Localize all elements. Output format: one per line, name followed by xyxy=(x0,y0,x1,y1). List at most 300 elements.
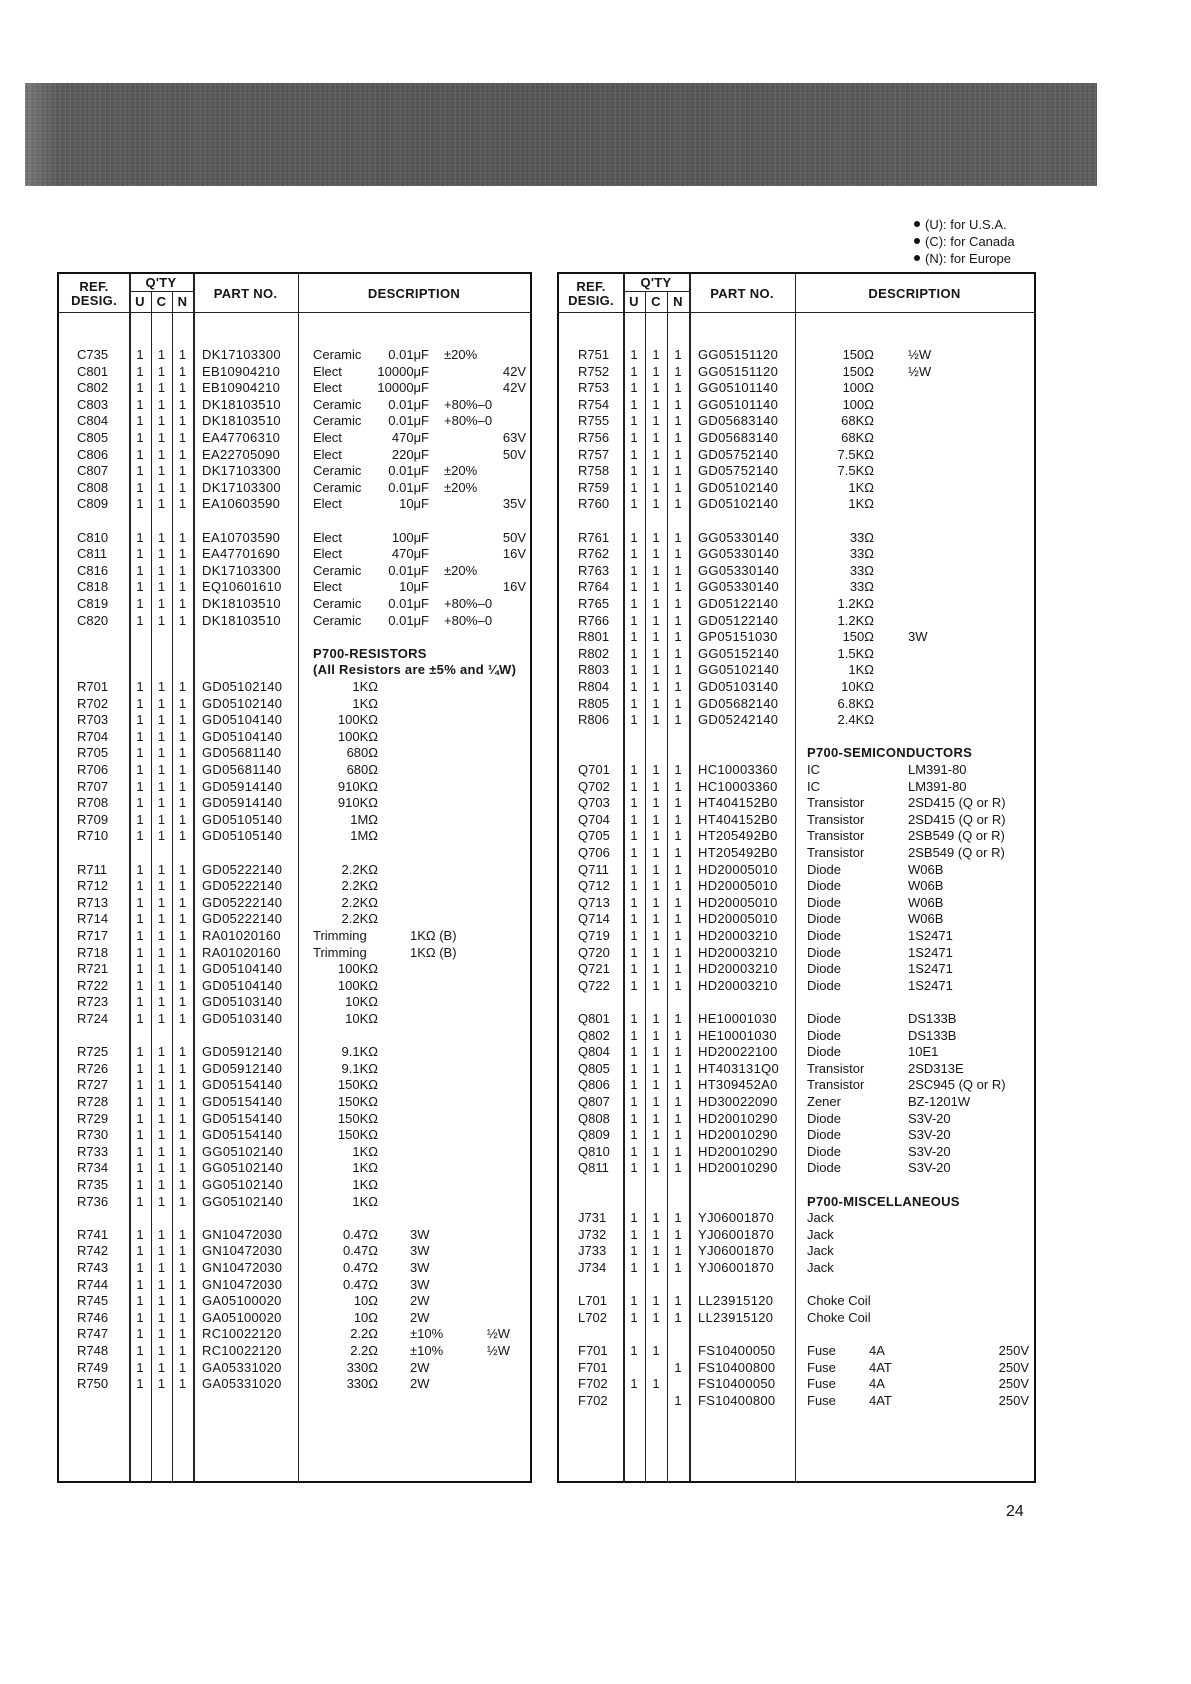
part-no: GD05104140 xyxy=(202,728,283,744)
table-row xyxy=(59,960,530,977)
qty-c: 1 xyxy=(652,546,660,562)
desc-value: 1KΩ xyxy=(352,1193,378,1209)
ref-desig: R763 xyxy=(578,562,610,578)
desc-note: W06B xyxy=(908,861,944,877)
desc-note: 1KΩ (B) xyxy=(410,944,457,960)
desc-note: +80%–0 xyxy=(444,396,493,412)
qty-c: 1 xyxy=(157,712,166,728)
part-no: EA10703590 xyxy=(202,529,281,545)
table-row xyxy=(559,977,1034,994)
qty-n: 1 xyxy=(674,778,682,794)
qty-n: 1 xyxy=(674,380,682,396)
desc-note: 3W xyxy=(410,1226,430,1242)
part-no: YJ06001870 xyxy=(698,1260,775,1275)
desc-type: Diode xyxy=(807,977,841,993)
desc-value: 1.5KΩ xyxy=(837,645,874,661)
qty-c: 1 xyxy=(157,695,166,711)
desc-value: 470μF xyxy=(391,430,429,445)
table-row xyxy=(59,1226,530,1243)
ref-desig: R703 xyxy=(77,712,109,728)
qty-u: 1 xyxy=(136,894,144,910)
qty-c: 1 xyxy=(652,1027,660,1043)
desc-value: 910KΩ xyxy=(337,795,378,811)
desc-note: 10E1 xyxy=(908,1044,939,1060)
qty-u: 1 xyxy=(630,463,638,479)
qty-n: 1 xyxy=(674,579,682,595)
qty-u: 1 xyxy=(630,596,638,611)
desc-value: 1KΩ xyxy=(352,679,378,694)
ref-desig: R766 xyxy=(578,612,610,628)
table-row xyxy=(559,1209,1034,1226)
qty-n: 1 xyxy=(674,479,682,495)
qty-n: 1 xyxy=(178,463,187,479)
table-row xyxy=(559,1027,1034,1044)
qty-n: 1 xyxy=(178,778,187,794)
table-row xyxy=(59,678,530,695)
desc-value: 0.01μF xyxy=(388,396,429,412)
table-row xyxy=(559,1143,1034,1160)
qty-c: 1 xyxy=(157,861,166,877)
qty-c: 1 xyxy=(157,928,166,943)
ref-desig: R759 xyxy=(578,479,610,495)
part-no: GG05102140 xyxy=(202,1177,284,1192)
desc-value: 1KΩ xyxy=(848,662,874,678)
qty-u: 1 xyxy=(136,778,144,794)
qty-u: 1 xyxy=(630,762,638,777)
qty-c: 1 xyxy=(157,380,166,396)
desc-note: 1S2471 xyxy=(908,944,953,960)
part-no: GD05102140 xyxy=(698,496,779,512)
table-row xyxy=(59,446,530,463)
desc-type: Ceramic xyxy=(313,562,362,578)
qty-u: 1 xyxy=(630,529,638,545)
desc-type: Jack xyxy=(807,1226,834,1242)
qty-u: 1 xyxy=(136,496,144,512)
qty-n: 1 xyxy=(674,1392,682,1408)
qty-n: 1 xyxy=(178,961,187,977)
part-no: GN10472030 xyxy=(202,1260,283,1275)
qty-n: 1 xyxy=(674,1094,682,1109)
qty-c: 1 xyxy=(652,977,660,993)
qty-n: 1 xyxy=(178,380,187,396)
part-no: DK18103510 xyxy=(202,612,281,628)
desc-type: Transistor xyxy=(807,845,865,860)
qty-divider xyxy=(623,291,689,292)
ref-desig: R746 xyxy=(77,1309,109,1325)
table-row xyxy=(559,1375,1034,1392)
qty-u: 1 xyxy=(630,1077,638,1093)
qty-c: 1 xyxy=(157,728,166,744)
ref-desig: Q809 xyxy=(578,1127,610,1143)
desc-note: W06B xyxy=(908,911,944,927)
qty-u: 1 xyxy=(630,363,638,379)
desc-note: 2W xyxy=(410,1376,430,1392)
qty-n: 1 xyxy=(674,1060,682,1076)
part-no: GD05681140 xyxy=(202,762,282,777)
qty-n: 1 xyxy=(674,430,682,445)
ref-desig: R711 xyxy=(77,861,108,877)
qty-c: 1 xyxy=(157,612,166,628)
header-ref-line1: REF. xyxy=(576,279,606,294)
qty-c: 1 xyxy=(157,579,166,595)
part-no: HD20005010 xyxy=(698,861,778,877)
table-row xyxy=(559,960,1034,977)
qty-n: 1 xyxy=(178,695,187,711)
desc-value: 10μF xyxy=(399,496,429,512)
desc-value: 1KΩ xyxy=(352,1177,378,1192)
qty-c: 1 xyxy=(157,347,166,362)
qty-c: 1 xyxy=(157,1077,166,1093)
qty-u: 1 xyxy=(630,1210,638,1226)
desc-value: 150Ω xyxy=(842,629,874,645)
qty-u: 1 xyxy=(136,1293,144,1309)
qty-u: 1 xyxy=(136,1193,144,1209)
qty-n: 1 xyxy=(178,347,187,362)
part-no: GD05122140 xyxy=(698,612,779,628)
table-row xyxy=(59,944,530,961)
qty-n: 1 xyxy=(674,712,682,728)
page-number: 24 xyxy=(1006,1503,1024,1520)
qty-n: 1 xyxy=(178,928,187,943)
table-row xyxy=(59,1093,530,1110)
desc-note: ½W xyxy=(908,363,932,379)
part-no: GA05100020 xyxy=(202,1293,282,1309)
ref-desig: R803 xyxy=(578,662,610,678)
desc-type: Elect xyxy=(313,496,342,512)
ref-desig: R744 xyxy=(77,1276,109,1292)
header-divider xyxy=(559,312,1034,313)
table-row xyxy=(559,1193,1034,1210)
qty-u: 1 xyxy=(630,1127,638,1143)
desc-type: Diode xyxy=(807,1160,841,1176)
table-row xyxy=(59,628,530,645)
ref-desig: Q701 xyxy=(578,762,610,777)
desc-value: 68KΩ xyxy=(841,430,874,445)
qty-c: 1 xyxy=(157,562,166,578)
qty-u: 1 xyxy=(630,928,638,943)
qty-u: 1 xyxy=(630,562,638,578)
ref-desig: Q713 xyxy=(578,894,610,910)
desc-type: Choke Coil xyxy=(807,1309,871,1325)
ref-desig: R804 xyxy=(578,679,610,694)
desc-value: 4AT xyxy=(869,1359,892,1375)
header-ref-line2: DESIG. xyxy=(568,293,614,308)
ref-desig: R723 xyxy=(77,994,109,1010)
qty-u: 1 xyxy=(136,1011,144,1026)
qty-n: 1 xyxy=(178,762,187,777)
table-row xyxy=(559,1226,1034,1243)
ref-desig: C818 xyxy=(77,579,109,595)
part-no: GD05683140 xyxy=(698,413,779,429)
part-no: GD05102140 xyxy=(202,695,283,711)
qty-n: 1 xyxy=(178,811,187,827)
desc-value: 2.2KΩ xyxy=(341,861,378,877)
desc-note: W06B xyxy=(908,878,944,894)
qty-n: 1 xyxy=(178,413,187,429)
ref-desig: C807 xyxy=(77,463,109,479)
qty-n: 1 xyxy=(674,762,682,777)
desc-rating: 16V xyxy=(502,579,526,595)
ref-desig: R725 xyxy=(77,1044,109,1060)
part-no: GD05752140 xyxy=(698,463,779,479)
table-row xyxy=(559,1359,1034,1376)
ref-desig: C820 xyxy=(77,612,109,628)
qty-c: 1 xyxy=(157,1143,166,1159)
part-no: LL23915120 xyxy=(698,1293,774,1309)
legend-text: (N): for Europe xyxy=(925,251,1011,266)
qty-n: 1 xyxy=(674,1210,682,1226)
part-no: GD05102140 xyxy=(202,679,283,694)
part-no: GG05101140 xyxy=(698,380,779,396)
qty-n: 1 xyxy=(178,1011,187,1026)
qty-c: 1 xyxy=(157,1060,166,1076)
part-no: HT309452A0 xyxy=(698,1077,778,1093)
qty-n: 1 xyxy=(178,712,187,728)
qty-n: 1 xyxy=(178,1293,187,1309)
qty-c: 1 xyxy=(652,944,660,960)
table-row xyxy=(559,1259,1034,1276)
part-no: GN10472030 xyxy=(202,1276,283,1292)
table-row xyxy=(559,1325,1034,1342)
qty-c: 1 xyxy=(652,496,660,512)
qty-u: 1 xyxy=(630,878,638,894)
ref-desig: J733 xyxy=(578,1243,607,1259)
qty-n: 1 xyxy=(674,546,682,562)
qty-c: 1 xyxy=(652,1376,660,1392)
table-row xyxy=(559,944,1034,961)
qty-n: 1 xyxy=(674,1011,682,1026)
desc-note: 2W xyxy=(410,1293,430,1309)
qty-n: 1 xyxy=(178,1309,187,1325)
desc-value: 150KΩ xyxy=(337,1077,378,1093)
desc-rating: ½W xyxy=(486,1326,510,1342)
header-u: U xyxy=(629,294,639,309)
qty-u: 1 xyxy=(136,828,144,844)
table-row xyxy=(559,545,1034,562)
qty-c: 1 xyxy=(652,894,660,910)
table-row xyxy=(559,744,1034,761)
qty-c: 1 xyxy=(652,679,660,694)
qty-u: 1 xyxy=(136,579,144,595)
qty-n: 1 xyxy=(178,1077,187,1093)
desc-note: ±10% xyxy=(410,1326,444,1342)
ref-desig: R733 xyxy=(77,1143,109,1159)
part-no: HD20005010 xyxy=(698,911,778,927)
qty-u: 1 xyxy=(136,1127,144,1143)
part-no: GD05912140 xyxy=(202,1060,283,1076)
qty-c: 1 xyxy=(157,1011,166,1026)
qty-c: 1 xyxy=(652,645,660,661)
desc-value: 0.01μF xyxy=(388,479,429,495)
header-part-no: PART NO. xyxy=(710,286,774,301)
qty-u: 1 xyxy=(136,347,144,362)
desc-type: Elect xyxy=(313,579,342,595)
desc-value: 4AT xyxy=(869,1392,892,1408)
desc-type: Ceramic xyxy=(313,347,362,362)
part-no: HT404152B0 xyxy=(698,811,778,827)
table-row xyxy=(559,794,1034,811)
ref-desig: Q703 xyxy=(578,795,610,811)
ref-desig: R741 xyxy=(77,1226,109,1242)
qty-u: 1 xyxy=(630,1226,638,1242)
desc-note: W06B xyxy=(908,894,944,910)
ref-desig: F701 xyxy=(578,1359,608,1375)
qty-c: 1 xyxy=(157,363,166,379)
qty-u: 1 xyxy=(136,596,144,611)
qty-u: 1 xyxy=(630,662,638,678)
table-row xyxy=(559,429,1034,446)
qty-u: 1 xyxy=(630,612,638,628)
table-row xyxy=(59,1027,530,1044)
qty-u: 1 xyxy=(136,911,144,927)
desc-value: 100Ω xyxy=(842,380,874,396)
ref-desig: R743 xyxy=(77,1260,109,1275)
qty-n: 1 xyxy=(674,911,682,927)
table-row xyxy=(59,761,530,778)
desc-type: Diode xyxy=(807,928,841,943)
table-row xyxy=(559,1126,1034,1143)
part-no: HC10003360 xyxy=(698,762,778,777)
qty-u: 1 xyxy=(136,994,144,1010)
desc-value: 470μF xyxy=(391,546,429,562)
qty-n: 1 xyxy=(178,1094,187,1109)
desc-rating: 250V xyxy=(998,1376,1029,1392)
header-ref xyxy=(59,280,129,308)
ref-desig: Q719 xyxy=(578,928,610,943)
header-c: C xyxy=(156,294,167,309)
desc-type: Diode xyxy=(807,1011,841,1026)
table-row xyxy=(559,1043,1034,1060)
table-row xyxy=(559,595,1034,612)
part-no: GD05914140 xyxy=(202,795,283,811)
table-row xyxy=(59,645,530,662)
table-row xyxy=(559,479,1034,496)
desc-note: S3V-20 xyxy=(908,1127,951,1143)
part-no: GD05752140 xyxy=(698,446,779,462)
qty-u: 1 xyxy=(136,1044,144,1060)
part-no: EA47706310 xyxy=(202,430,281,445)
desc-note: S3V-20 xyxy=(908,1143,951,1159)
desc-value: 0.47Ω xyxy=(342,1226,378,1242)
table-row xyxy=(559,1342,1034,1359)
ref-desig: R755 xyxy=(578,413,610,429)
qty-c: 1 xyxy=(652,363,660,379)
part-no: HD20005010 xyxy=(698,894,778,910)
qty-u: 1 xyxy=(136,546,144,562)
qty-c: 1 xyxy=(652,1044,660,1060)
table-row xyxy=(59,1309,530,1326)
table-row xyxy=(559,661,1034,678)
desc-value: 680Ω xyxy=(346,745,378,761)
qty-u: 1 xyxy=(630,579,638,595)
desc-value: 0.01μF xyxy=(388,596,429,611)
ref-desig: C804 xyxy=(77,413,109,429)
desc-value: 0.01μF xyxy=(388,463,429,479)
ref-desig: J732 xyxy=(578,1226,607,1242)
desc-value: 1KΩ xyxy=(352,695,378,711)
table-row xyxy=(59,827,530,844)
qty-u: 1 xyxy=(630,679,638,694)
table-row xyxy=(559,412,1034,429)
desc-note: 3W xyxy=(410,1276,430,1292)
part-no: EQ10601610 xyxy=(202,579,282,595)
qty-c: 1 xyxy=(157,496,166,512)
ref-desig: R704 xyxy=(77,728,109,744)
qty-u: 1 xyxy=(630,1044,638,1060)
qty-n: 1 xyxy=(674,944,682,960)
desc-value: 220μF xyxy=(391,446,429,462)
qty-n: 1 xyxy=(674,347,682,362)
qty-u: 1 xyxy=(630,430,638,445)
qty-n: 1 xyxy=(674,1243,682,1259)
qty-u: 1 xyxy=(630,1160,638,1176)
qty-c: 1 xyxy=(652,845,660,860)
desc-note: ½W xyxy=(908,347,932,362)
desc-note: +80%–0 xyxy=(444,413,493,429)
header-qty: Q'TY xyxy=(145,275,177,290)
ref-desig: C816 xyxy=(77,562,109,578)
desc-type: Transistor xyxy=(807,811,865,827)
table-row xyxy=(59,1276,530,1293)
qty-n: 1 xyxy=(178,944,187,960)
qty-c: 1 xyxy=(157,1044,166,1060)
ref-desig: R736 xyxy=(77,1193,109,1209)
desc-note: 1S2471 xyxy=(908,928,953,943)
desc-note: LM391-80 xyxy=(908,778,967,794)
desc-value: 0.47Ω xyxy=(342,1276,378,1292)
desc-value: 10KΩ xyxy=(345,994,378,1010)
header-description: DESCRIPTION xyxy=(868,286,961,301)
qty-c: 1 xyxy=(652,911,660,927)
ref-desig: C805 xyxy=(77,430,109,445)
desc-value: 100KΩ xyxy=(337,961,378,977)
qty-u: 1 xyxy=(136,1276,144,1292)
desc-note: S3V-20 xyxy=(908,1110,951,1126)
part-no: HE10001030 xyxy=(698,1011,777,1026)
part-no: GD05154140 xyxy=(202,1127,283,1143)
qty-n: 1 xyxy=(674,529,682,545)
qty-n: 1 xyxy=(178,679,187,694)
qty-c: 1 xyxy=(652,1260,660,1275)
legend-text: (U): for U.S.A. xyxy=(925,217,1007,232)
table-row xyxy=(559,811,1034,828)
qty-u: 1 xyxy=(630,778,638,794)
qty-c: 1 xyxy=(157,811,166,827)
qty-c: 1 xyxy=(652,778,660,794)
qty-c: 1 xyxy=(157,1326,166,1342)
qty-c: 1 xyxy=(157,529,166,545)
header-c: C xyxy=(651,294,661,309)
ref-desig: Q712 xyxy=(578,878,610,894)
qty-c: 1 xyxy=(157,994,166,1010)
ref-desig: R734 xyxy=(77,1160,109,1176)
ref-desig: R750 xyxy=(77,1376,109,1392)
part-no: GN10472030 xyxy=(202,1226,283,1242)
qty-c: 1 xyxy=(652,529,660,545)
table-row xyxy=(59,1159,530,1176)
ref-desig: Q706 xyxy=(578,845,610,860)
part-no: EA47701690 xyxy=(202,546,281,562)
ref-desig: R764 xyxy=(578,579,610,595)
desc-type: Jack xyxy=(807,1243,834,1259)
qty-c: 1 xyxy=(157,778,166,794)
desc-type: Fuse xyxy=(807,1359,836,1375)
qty-c: 1 xyxy=(157,1094,166,1109)
desc-value: 0.01μF xyxy=(388,413,429,429)
part-no: GP05151030 xyxy=(698,629,778,645)
qty-u: 1 xyxy=(136,1343,144,1358)
qty-u: 1 xyxy=(630,894,638,910)
